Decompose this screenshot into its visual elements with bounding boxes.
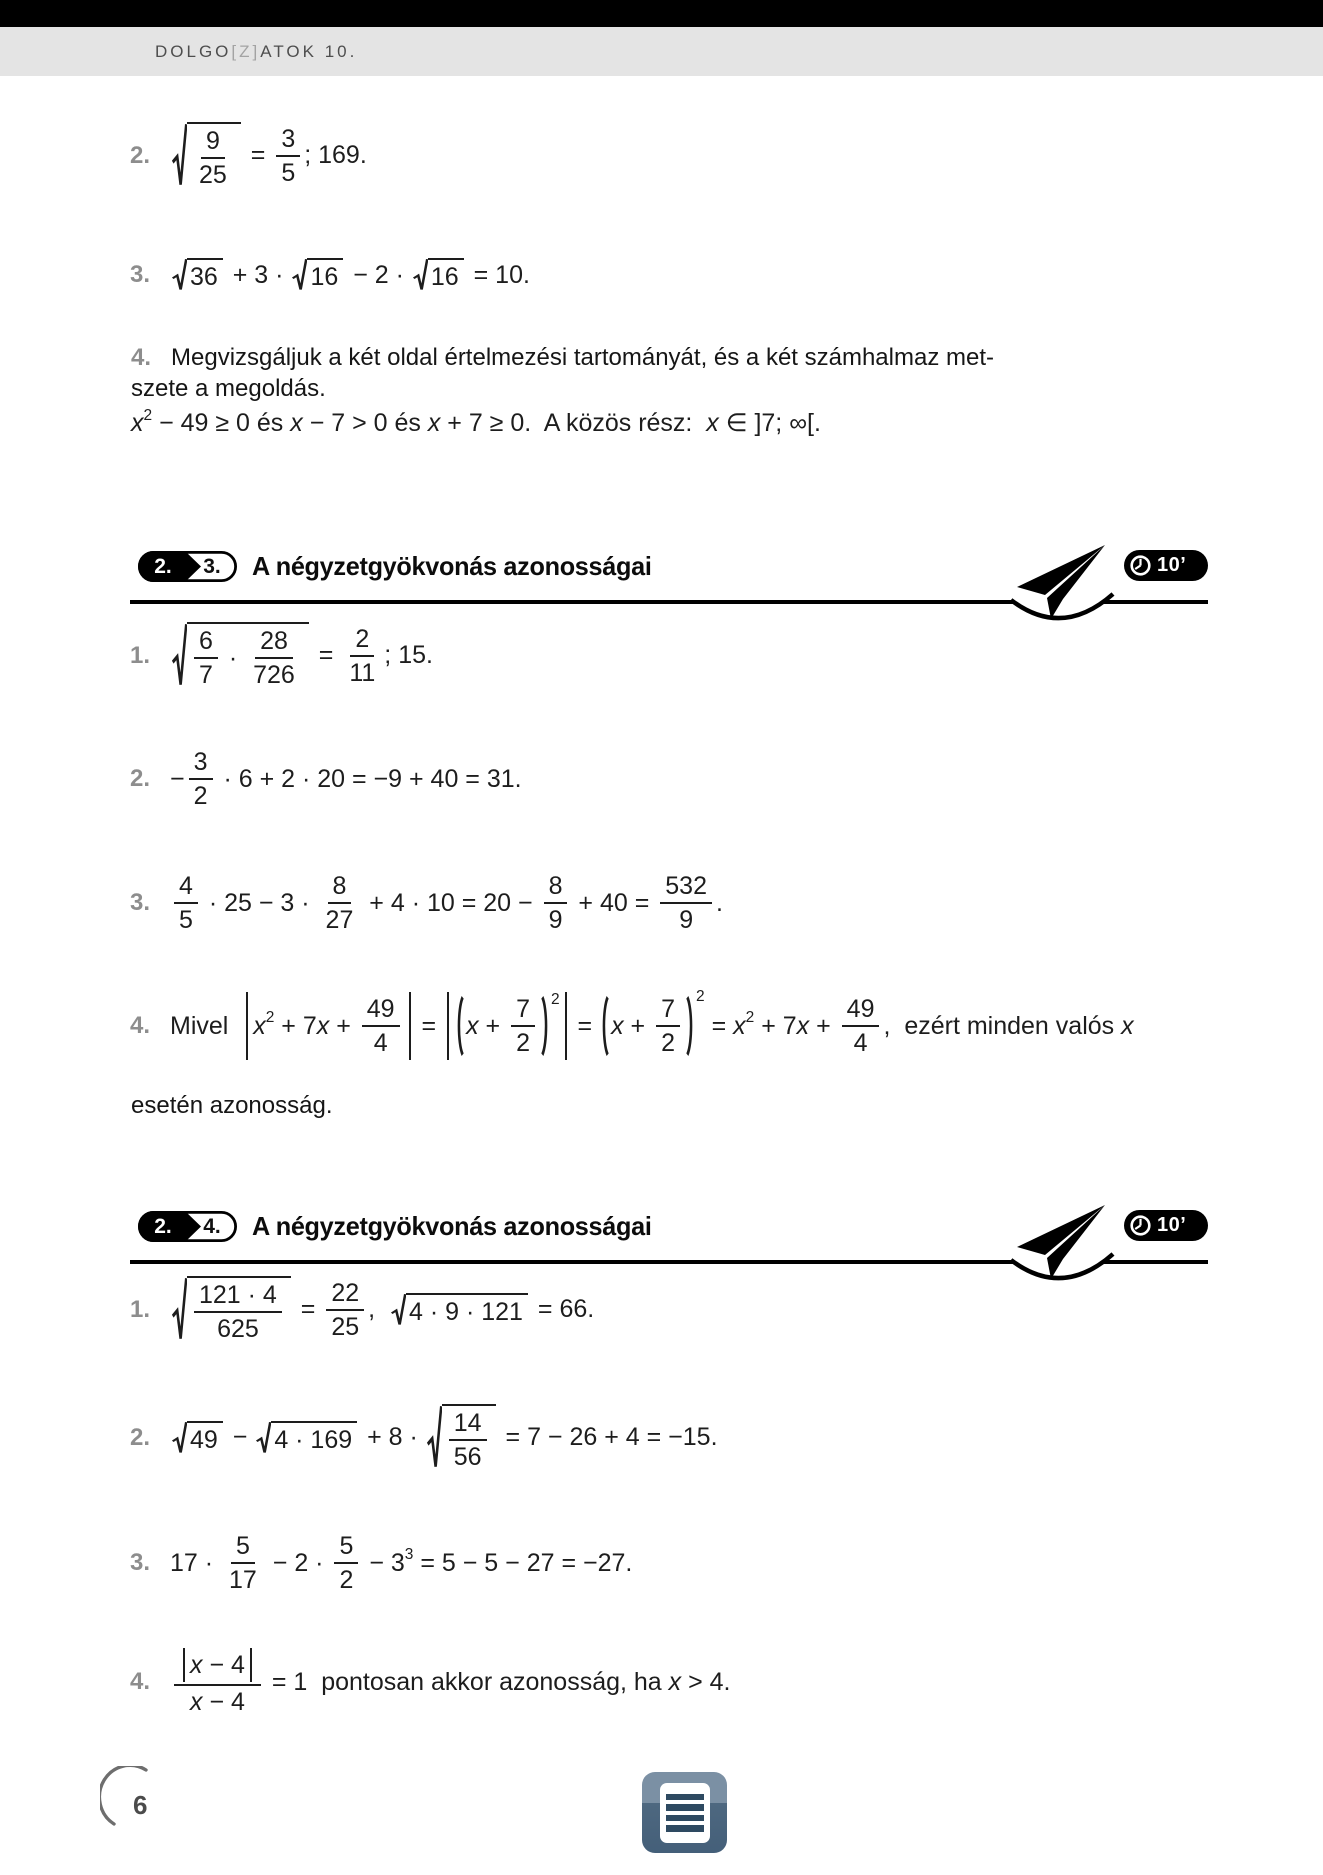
solution-text: esetén azonosság. <box>131 1092 333 1119</box>
solution-math-line <box>131 406 994 438</box>
item-number: 2. <box>130 765 151 792</box>
solution-text: szete a megoldás. <box>131 375 326 402</box>
solution-text-line <box>131 373 994 404</box>
solution-item <box>130 1532 632 1594</box>
exercise-number: 3. <box>203 554 221 578</box>
clock-icon <box>1129 1214 1152 1237</box>
math-formula: − $\frac{3}{2}$ · 6 + 2 · 20 = −9 + 40 = 31. <box>170 748 522 810</box>
chapter-number: 2. <box>154 554 172 578</box>
running-header-post: ATOK 10. <box>260 41 358 61</box>
document-icon <box>642 1772 727 1853</box>
solution-item <box>130 258 530 292</box>
chapter-number: 2. <box>154 1214 172 1238</box>
math-formula: x 2 − 49 ≥ 0 és x − 7 > 0 és x + 7 ≥ 0. A közös rész: x ∈ ]7; ∞[. <box>131 406 821 437</box>
math-formula: 36 + 3 · 16 − 2 · 16 = 10. <box>170 258 530 292</box>
solution-item <box>130 622 433 689</box>
item-number: 1. <box>130 1295 151 1323</box>
running-header-bracket: [Z] <box>231 41 261 61</box>
duration-badge <box>1124 1210 1208 1241</box>
item-number: 1. <box>130 641 151 669</box>
exercise-number: 4. <box>203 1214 221 1238</box>
running-header <box>0 27 1323 76</box>
page-corner-arc-icon <box>100 1766 158 1830</box>
solution-item <box>130 1648 731 1716</box>
item-number: 2. <box>130 1423 151 1451</box>
duration-badge <box>1124 550 1208 581</box>
page-number: 6 <box>133 1790 148 1820</box>
section-title: A négyzetgyökvonás azonosságai <box>252 551 652 581</box>
running-header-text <box>155 42 357 62</box>
paper-plane-icon <box>1005 543 1120 628</box>
solution-text: Megvizsgáljuk a két oldal értelmezési tartományát, és a két számhalmaz met- <box>171 344 994 371</box>
solution-item <box>130 872 723 934</box>
section-badge <box>138 551 237 582</box>
item-number: 4. <box>131 344 152 371</box>
paper-plane-icon <box>1005 1203 1120 1288</box>
solution-item <box>130 988 1134 1060</box>
item-number: 3. <box>130 889 151 916</box>
item-number: 4. <box>130 1012 151 1039</box>
item-number: 4. <box>130 1668 151 1695</box>
clock-icon <box>1129 554 1152 577</box>
math-formula: 49 − 4 · 169 + 8 · 14 56 = 7 − 26 + 4 = −15. <box>170 1404 718 1471</box>
solution-text-line <box>131 342 994 373</box>
solution-item <box>130 1276 594 1343</box>
math-formula: x − 4 x − 4 = 1 pontosan akkor azonosság, ha x > 4. <box>170 1648 731 1716</box>
math-formula: 9 25 = $\frac{3}{5}$ ; 169. <box>170 122 367 189</box>
solution-item <box>131 342 994 438</box>
math-formula: 121 · 4 625 = $\frac{22}{25}$ , 4 · 9 · 121 = 66. <box>170 1276 594 1343</box>
item-number: 3. <box>130 1549 151 1576</box>
section-badge <box>138 1211 237 1242</box>
duration-text: 10’ <box>1157 554 1187 576</box>
document-page-glyph <box>660 1783 710 1843</box>
running-header-pre: DOLGO <box>155 41 232 61</box>
solution-item <box>130 122 367 189</box>
math-formula: Mivel x 2 + 7 x + $\frac{49}{4}$ = x + $\frac{7}{2}$ 2 = x + $\frac{7}{2}$ 2 = x 2 + 7 x + $\frac{49}{4}$ , ezért minden valós x <box>170 992 1134 1060</box>
solution-item <box>130 1404 718 1471</box>
math-formula: 6 7 · 28 726 = $\frac{2}{11}$ ; 15. <box>170 622 433 689</box>
top-black-bar <box>0 0 1323 27</box>
duration-text: 10’ <box>1157 1214 1187 1236</box>
math-formula: 17 · 5 17 − 2 · 5 2 − 3 3 = 5 − 5 − 27 = −27. <box>170 1532 633 1594</box>
section-title: A négyzetgyökvonás azonosságai <box>252 1211 652 1241</box>
item-number: 2. <box>130 141 151 169</box>
math-formula: 4 5 · 25 − 3 · 8 27 + 4 · 10 = 20 − $\frac{8}{9}$ + 40 = $\frac{532}{9}$ . <box>170 872 723 934</box>
item-number: 3. <box>130 260 151 288</box>
solution-item <box>130 748 522 810</box>
